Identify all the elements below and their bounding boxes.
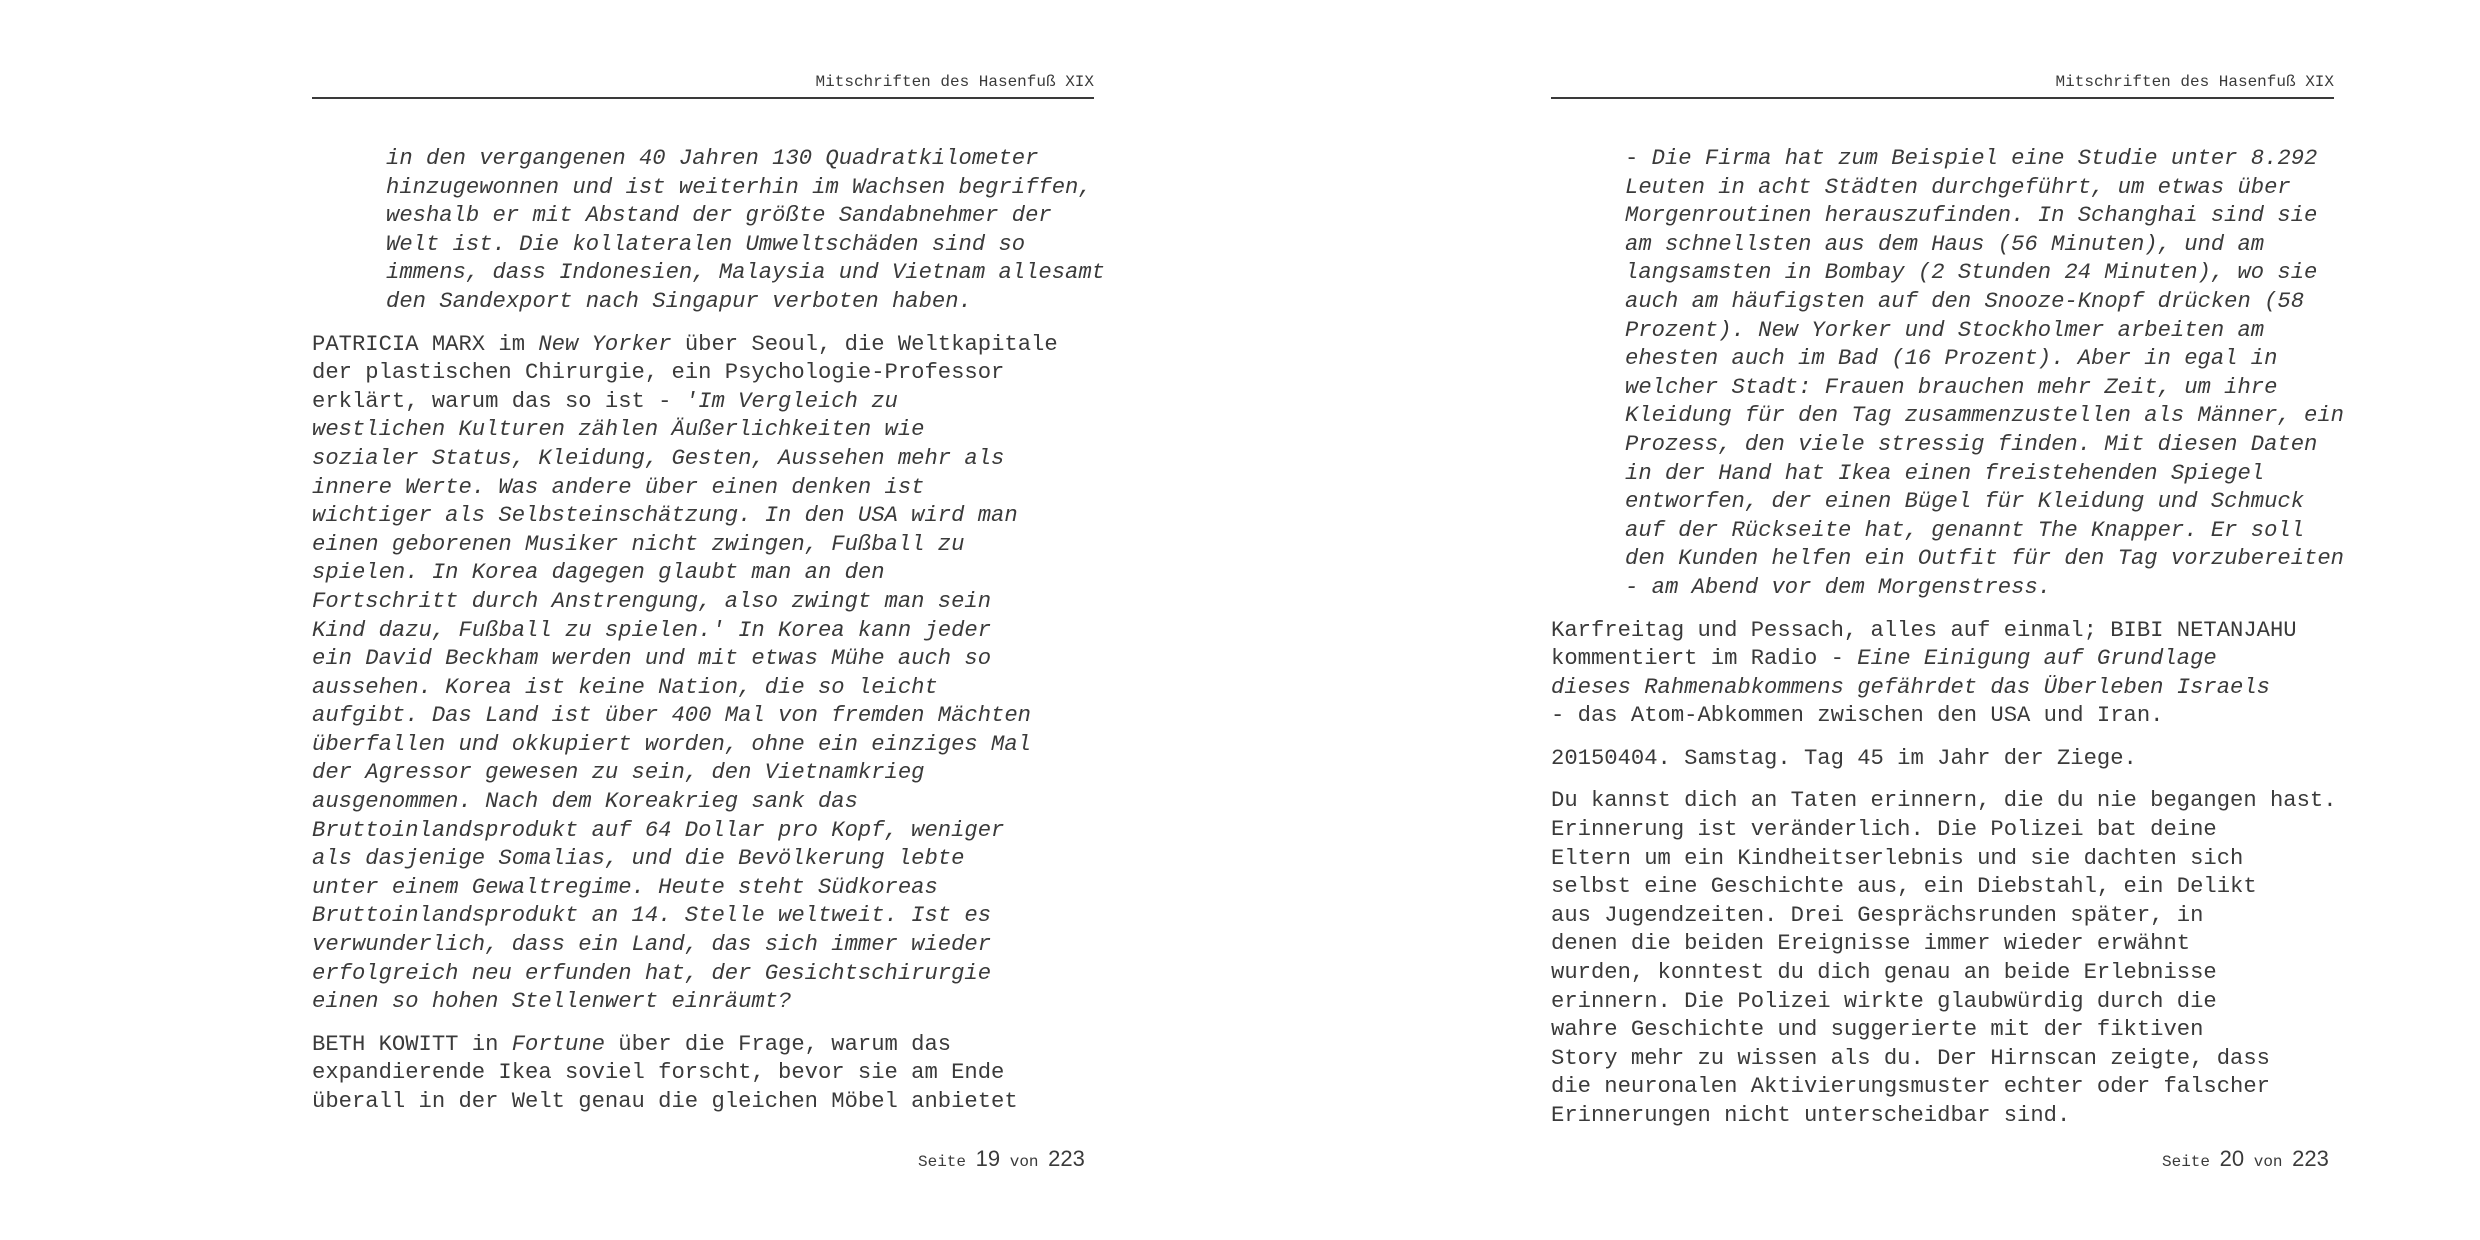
journal-entry bbox=[1551, 787, 2341, 1130]
italic-text-run: Welt ist. Die kollateralen Umweltschäden sind so bbox=[386, 231, 1026, 257]
text-run: erinnern. Die Polizei wirkte glaubwürdig durch die bbox=[1551, 988, 2217, 1014]
text-run: - bbox=[1625, 146, 1652, 171]
italic-text-run: einen geborenen Musiker nicht zwingen, Fußball zu bbox=[312, 531, 965, 557]
italic-text-run: New Yorker bbox=[538, 331, 672, 357]
text-line bbox=[312, 445, 1102, 474]
italic-text-run: den Kunden helfen ein Outfit für den Tag vorzubereiten bbox=[1625, 546, 2344, 572]
running-header: Mitschriften des Hasenfuß XIX bbox=[312, 73, 1094, 99]
italic-text-run: auch am häufigsten auf den Snooze-Knopf drücken (58 bbox=[1625, 288, 2305, 314]
text-line bbox=[312, 988, 1102, 1017]
text-line bbox=[1625, 145, 2341, 174]
text-line bbox=[312, 531, 1102, 560]
italic-text-run: wichtiger als Selbsteinschätzung. In den USA wird man bbox=[312, 503, 1018, 529]
text-line bbox=[1551, 1073, 2341, 1102]
text-line bbox=[312, 1059, 1102, 1088]
italic-text-run: aufgibt. Das Land ist über 400 Mal von fremden Mächten bbox=[312, 703, 1031, 729]
text-line bbox=[1551, 617, 2341, 646]
page-body bbox=[1551, 145, 2344, 1145]
text-line bbox=[1551, 902, 2341, 931]
italic-text-run: spielen. In Korea dagegen glaubt man an den bbox=[312, 560, 885, 586]
text-line bbox=[1551, 645, 2341, 674]
text-line bbox=[312, 759, 1102, 788]
text-line bbox=[1625, 402, 2344, 431]
italic-text-run: in der Hand hat Ikea einen freistehenden Spiegel bbox=[1625, 460, 2265, 486]
italic-text-run: Morgenroutinen herauszufinden. In Schanghai sind sie bbox=[1625, 203, 2318, 229]
italic-text-run: ehesten auch im Bad (16 Prozent). Aber in egal in bbox=[1625, 346, 2278, 372]
text-run: die neuronalen Aktivierungsmuster echter oder falscher bbox=[1551, 1074, 2270, 1100]
text-line bbox=[386, 288, 1102, 317]
text-line bbox=[312, 359, 1102, 388]
footer-page-number: 20 bbox=[2219, 1146, 2245, 1171]
footer-page-word: Seite bbox=[2162, 1153, 2211, 1171]
text-run: Karfreitag und Pessach, alles auf einmal; BIBI NETANJAHU bbox=[1551, 617, 2297, 643]
text-line bbox=[1551, 1102, 2341, 1131]
text-line bbox=[312, 388, 1102, 417]
italic-text-run: Fortschritt durch Anstrengung, also zwingt man sein bbox=[312, 588, 992, 614]
italic-text-run: unter einem Gewaltregime. Heute steht Südkoreas bbox=[312, 874, 938, 900]
continued-paragraph bbox=[1551, 145, 2344, 603]
footer-total-pages: 223 bbox=[2292, 1146, 2329, 1171]
italic-text-run: Bruttoinlandsprodukt auf 64 Dollar pro Kopf, weniger bbox=[312, 817, 1005, 843]
text-line bbox=[312, 788, 1102, 817]
text-run: Eltern um ein Kindheitserlebnis und sie dachten sich bbox=[1551, 845, 2244, 871]
italic-text-run: auf der Rückseite hat, genannt The Knapper. Er soll bbox=[1625, 517, 2305, 543]
text-line bbox=[312, 931, 1102, 960]
text-line bbox=[1625, 488, 2341, 517]
text-line bbox=[1551, 930, 2341, 959]
text-line bbox=[312, 845, 1102, 874]
text-line bbox=[312, 1031, 1102, 1060]
text-line bbox=[1551, 873, 2341, 902]
text-run: Erinnerung ist veränderlich. Die Polizei bat deine bbox=[1551, 817, 2217, 843]
text-line bbox=[312, 731, 1102, 760]
text-line bbox=[312, 874, 1102, 903]
footer-of-word: von bbox=[1009, 1153, 1039, 1171]
text-line bbox=[1625, 345, 2341, 374]
text-line bbox=[312, 474, 1102, 503]
italic-text-run: ausgenommen. Nach dem Koreakrieg sank das bbox=[312, 789, 858, 815]
italic-text-run: 'Im Vergleich zu bbox=[684, 388, 898, 414]
italic-text-run: als dasjenige Somalias, und die Bevölkerung lebte bbox=[312, 846, 965, 872]
italic-text-run: westlichen Kulturen zählen Äußerlichkeiten wie bbox=[312, 417, 925, 443]
page-body bbox=[312, 145, 1105, 1131]
continued-paragraph bbox=[312, 145, 1105, 317]
italic-text-run: hinzugewonnen und ist weiterhin im Wachsen begriffen, bbox=[386, 174, 1092, 200]
text-line bbox=[386, 231, 1102, 260]
page-footer bbox=[2162, 1146, 2329, 1172]
text-line bbox=[312, 702, 1102, 731]
text-run: selbst eine Geschichte aus, ein Diebstahl, ein Delikt bbox=[1551, 874, 2257, 900]
text-run: 20150404. Samstag. Tag 45 im Jahr der Ziege. bbox=[1551, 745, 2137, 771]
text-line bbox=[1551, 845, 2341, 874]
italic-text-run: entworfen, der einen Bügel für Kleidung und Schmuck bbox=[1625, 489, 2305, 515]
text-line bbox=[1551, 988, 2341, 1017]
footer-page-number: 19 bbox=[975, 1146, 1001, 1171]
text-run: BETH KOWITT in bbox=[312, 1031, 512, 1057]
text-line bbox=[312, 817, 1102, 846]
italic-text-run: innere Werte. Was andere über einen denken ist bbox=[312, 474, 925, 500]
text-run: der plastischen Chirurgie, ein Psychologie-Professor bbox=[312, 360, 1005, 386]
text-run: über Seoul, die Weltkapitale bbox=[671, 331, 1058, 357]
journal-entry bbox=[312, 1031, 1102, 1117]
italic-text-run: den Sandexport nach Singapur verboten haben. bbox=[386, 288, 972, 314]
text-line bbox=[1551, 674, 2341, 703]
italic-text-run: welcher Stadt: Frauen brauchen mehr Zeit, um ihre bbox=[1625, 374, 2278, 400]
text-line bbox=[1551, 702, 2341, 731]
italic-text-run: der Agressor gewesen zu sein, den Vietnamkrieg bbox=[312, 760, 925, 786]
italic-text-run: aussehen. Korea ist keine Nation, die so leicht bbox=[312, 674, 938, 700]
italic-text-run: in den vergangenen 40 Jahren 130 Quadratkilometer bbox=[386, 146, 1039, 171]
text-line bbox=[1551, 959, 2341, 988]
italic-text-run: Prozess, den viele stressig finden. Mit diesen Daten bbox=[1625, 431, 2318, 457]
journal-entry bbox=[1551, 617, 2341, 731]
page-footer bbox=[918, 1146, 1085, 1172]
text-run: wahre Geschichte und suggerierte mit der fiktiven bbox=[1551, 1017, 2204, 1043]
text-line bbox=[1625, 259, 2341, 288]
italic-text-run: langsamsten in Bombay (2 Stunden 24 Minuten), wo sie bbox=[1625, 260, 2318, 286]
italic-text-run: Fortune bbox=[511, 1031, 605, 1057]
text-line bbox=[1625, 231, 2341, 260]
text-line bbox=[312, 902, 1102, 931]
running-header: Mitschriften des Hasenfuß XIX bbox=[1551, 73, 2334, 99]
italic-text-run: erfolgreich neu erfunden hat, der Gesichtschirurgie bbox=[312, 960, 992, 986]
text-line bbox=[386, 174, 1102, 203]
text-run: überall in der Welt genau die gleichen Möbel anbietet bbox=[312, 1089, 1018, 1114]
text-line bbox=[386, 145, 1102, 174]
italic-text-run: Leuten in acht Städten durchgeführt, um etwas über bbox=[1625, 174, 2291, 200]
italic-text-run: überfallen und okkupiert worden, ohne ein einziges Mal bbox=[312, 731, 1031, 757]
text-line bbox=[1625, 317, 2341, 346]
text-line bbox=[312, 588, 1102, 617]
text-line bbox=[1625, 545, 2344, 574]
italic-text-run: Eine Einigung auf Grundlage bbox=[1857, 646, 2217, 672]
text-line bbox=[1551, 1045, 2341, 1074]
right-page bbox=[1240, 0, 2480, 1240]
text-line bbox=[386, 259, 1105, 288]
italic-text-run: ein David Beckham werden und mit etwas Mühe auch so bbox=[312, 646, 992, 672]
italic-text-run: Prozent). New Yorker und Stockholmer arbeiten am bbox=[1625, 317, 2265, 343]
text-line bbox=[312, 960, 1102, 989]
italic-text-run: Kind dazu, Fußball zu spielen.' In Korea kann jeder bbox=[312, 617, 992, 643]
text-run: Erinnerungen nicht unterscheidbar sind. bbox=[1551, 1103, 2071, 1128]
text-line bbox=[1625, 574, 2341, 603]
text-line bbox=[312, 502, 1102, 531]
text-line bbox=[1625, 288, 2341, 317]
text-run: aus Jugendzeiten. Drei Gesprächsrunden später, in bbox=[1551, 902, 2204, 928]
italic-text-run: einen so hohen Stellenwert einräumt? bbox=[312, 989, 792, 1015]
italic-text-run: sozialer Status, Kleidung, Gesten, Aussehen mehr als bbox=[312, 445, 1005, 471]
text-line bbox=[1625, 374, 2341, 403]
text-run: wurden, konntest du dich genau an beide Erlebnisse bbox=[1551, 960, 2217, 986]
text-line bbox=[312, 559, 1102, 588]
italic-text-run: Kleidung für den Tag zusammenzustellen als Männer, ein bbox=[1625, 403, 2344, 429]
italic-text-run: - am Abend vor dem Morgenstress. bbox=[1625, 574, 2052, 600]
journal-entry bbox=[312, 331, 1102, 1017]
text-line bbox=[1625, 174, 2341, 203]
text-line bbox=[312, 331, 1102, 360]
text-line bbox=[386, 202, 1102, 231]
text-line bbox=[312, 416, 1102, 445]
italic-text-run: dieses Rahmenabkommens gefährdet das Überleben Israels bbox=[1551, 674, 2270, 700]
text-line bbox=[312, 617, 1102, 646]
text-run: denen die beiden Ereignisse immer wieder erwähnt bbox=[1551, 931, 2191, 957]
italic-text-run: Bruttoinlandsprodukt an 14. Stelle weltweit. Ist es bbox=[312, 903, 992, 929]
text-line bbox=[1625, 202, 2341, 231]
text-line bbox=[1625, 460, 2341, 489]
text-line bbox=[312, 645, 1102, 674]
text-run: PATRICIA MARX im bbox=[312, 331, 539, 357]
text-run: über die Frage, warum das bbox=[604, 1031, 952, 1057]
text-line bbox=[1625, 431, 2341, 460]
text-run: - das Atom-Abkommen zwischen den USA und Iran. bbox=[1551, 703, 2164, 729]
italic-text-run: am schnellsten aus dem Haus (56 Minuten), und am bbox=[1625, 231, 2265, 257]
text-line bbox=[312, 1088, 1102, 1117]
italic-text-run: verwunderlich, dass ein Land, das sich immer wieder bbox=[312, 932, 992, 958]
text-run: erklärt, warum das so ist - bbox=[312, 388, 685, 414]
journal-entry bbox=[1551, 745, 2341, 774]
text-run: expandierende Ikea soviel forscht, bevor sie am Ende bbox=[312, 1060, 1005, 1086]
text-run: Du kannst dich an Taten erinnern, die du nie begangen hast. bbox=[1551, 788, 2337, 814]
text-line bbox=[1551, 745, 2341, 774]
text-run: Story mehr zu wissen als du. Der Hirnscan zeigte, dass bbox=[1551, 1045, 2270, 1071]
text-line bbox=[312, 674, 1102, 703]
text-run: kommentiert im Radio - bbox=[1551, 646, 1858, 672]
footer-page-word: Seite bbox=[918, 1153, 967, 1171]
footer-total-pages: 223 bbox=[1048, 1146, 1085, 1171]
text-line bbox=[1551, 816, 2341, 845]
text-line bbox=[1551, 1016, 2341, 1045]
text-line bbox=[1625, 517, 2341, 546]
italic-text-run: immens, dass Indonesien, Malaysia und Vietnam allesamt bbox=[386, 260, 1105, 286]
text-line bbox=[1551, 787, 2341, 816]
italic-text-run: Die Firma hat zum Beispiel eine Studie unter 8.292 bbox=[1651, 146, 2318, 171]
footer-of-word: von bbox=[2253, 1153, 2283, 1171]
italic-text-run: weshalb er mit Abstand der größte Sandabnehmer der bbox=[386, 203, 1052, 229]
